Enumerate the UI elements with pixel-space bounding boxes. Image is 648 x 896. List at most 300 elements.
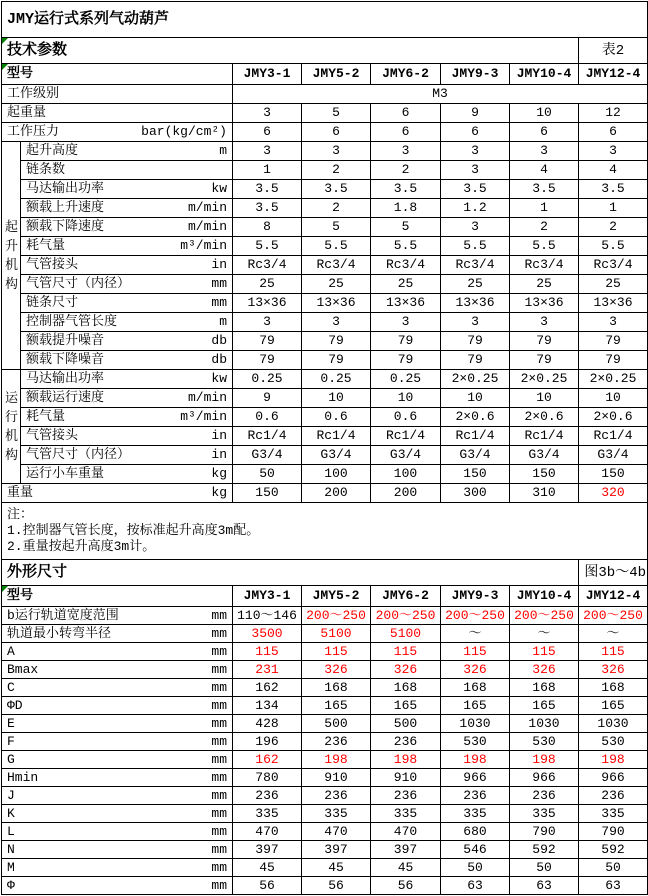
- value-cell: 592: [579, 841, 648, 859]
- table-row: [2, 389, 648, 408]
- value-cell: 79: [233, 332, 302, 351]
- value-cell: 6: [441, 123, 510, 142]
- value-cell: 3.5: [441, 180, 510, 199]
- value-cell: 3: [371, 142, 441, 161]
- value-cell: 198: [510, 751, 579, 769]
- model-row-label: [2, 64, 233, 85]
- unit-label: m³/min: [180, 409, 227, 424]
- value-cell: 335: [233, 805, 302, 823]
- value-cell: 150: [441, 465, 510, 484]
- value-cell: 50: [441, 859, 510, 877]
- table-row: [2, 643, 648, 661]
- value-cell: 168: [302, 679, 371, 697]
- unit-label: m: [219, 143, 227, 158]
- row-label-cell: [2, 877, 233, 895]
- row-label: F: [7, 733, 15, 749]
- value-cell: 3: [233, 313, 302, 332]
- table-row: [2, 751, 648, 769]
- value-cell: 150: [510, 465, 579, 484]
- row-label-cell: [2, 661, 233, 679]
- value-cell: 3: [510, 142, 579, 161]
- value-cell: 4: [579, 161, 648, 180]
- value-cell: 335: [579, 805, 648, 823]
- value-cell: 79: [371, 351, 441, 370]
- unit-label: in: [211, 447, 227, 462]
- table-row: [2, 823, 648, 841]
- unit-label: mm: [211, 607, 227, 623]
- row-label-cell: [21, 294, 233, 313]
- table-row: [2, 370, 648, 389]
- row-label-cell: [21, 237, 233, 256]
- unit-label: mm: [211, 715, 227, 731]
- unit-label: m: [219, 314, 227, 329]
- row-label-cell: [2, 123, 233, 142]
- row-label-cell: [2, 841, 233, 859]
- unit-label: m/min: [187, 200, 227, 215]
- value-cell: 335: [441, 805, 510, 823]
- value-cell: 2×0.6: [510, 408, 579, 427]
- value-cell: 2: [579, 218, 648, 237]
- value-cell: 3: [371, 313, 441, 332]
- row-label-cell: [21, 465, 233, 484]
- value-cell: 200: [371, 484, 441, 503]
- row-label: 额载下降噪音: [26, 352, 105, 367]
- table-row: [2, 769, 648, 787]
- value-cell: 5100: [371, 625, 441, 643]
- table-row: [2, 408, 648, 427]
- value-cell: 966: [441, 769, 510, 787]
- table-row: [2, 661, 648, 679]
- value-cell: 2: [302, 161, 371, 180]
- row-label: 工作压力: [7, 124, 60, 139]
- unit-label: m/min: [187, 390, 227, 405]
- row-label: 马达输出功率: [26, 181, 105, 196]
- value-cell: 236: [302, 787, 371, 805]
- value-cell: 2×0.6: [579, 408, 648, 427]
- unit-label: mm: [211, 787, 227, 803]
- row-label-cell: [21, 370, 233, 389]
- note-line: 2.重量按起升高度3m计。: [7, 539, 156, 554]
- value-cell: 25: [579, 275, 648, 294]
- group-label: 运行机构: [2, 370, 21, 484]
- value-cell: 79: [371, 332, 441, 351]
- unit-label: in: [211, 428, 227, 443]
- value-cell: 910: [302, 769, 371, 787]
- unit-label: kg: [211, 466, 227, 481]
- row-label-cell: [2, 607, 233, 625]
- row-label: E: [7, 715, 15, 731]
- row-label-cell: [21, 180, 233, 199]
- row-label: 气管尺寸（内径）: [26, 276, 131, 291]
- value-cell: 56: [233, 877, 302, 895]
- value-cell: 6: [510, 123, 579, 142]
- row-label: 重量: [7, 485, 34, 500]
- value-cell: 45: [371, 859, 441, 877]
- value-cell: 2: [302, 199, 371, 218]
- value-cell: 150: [233, 484, 302, 503]
- value-cell: 10: [371, 389, 441, 408]
- value-cell: 0.25: [371, 370, 441, 389]
- table-row: [2, 715, 648, 733]
- unit-label: bar(kg/cm²): [141, 124, 227, 139]
- value-cell: 10: [579, 389, 648, 408]
- value-cell: Rc1/4: [441, 427, 510, 446]
- table-row: [2, 859, 648, 877]
- row-label: N: [7, 841, 15, 857]
- model-header-cell: JMY12-4: [579, 586, 648, 607]
- value-cell: 0.25: [302, 370, 371, 389]
- note-line: 注：: [7, 507, 34, 522]
- value-cell: 13×36: [579, 294, 648, 313]
- table-row: [2, 199, 648, 218]
- model-row-label: [2, 586, 233, 607]
- work-grade-label: 工作级别: [2, 85, 233, 104]
- group-label: 起升机构: [2, 142, 21, 370]
- model-header-cell: JMY6-2: [371, 586, 441, 607]
- unit-label: db: [211, 333, 227, 348]
- value-cell: 326: [371, 661, 441, 679]
- unit-label: mm: [211, 679, 227, 695]
- value-cell: Rc1/4: [233, 427, 302, 446]
- row-label-cell: [2, 715, 233, 733]
- value-cell: 115: [233, 643, 302, 661]
- unit-label: in: [211, 257, 227, 272]
- value-cell: 162: [233, 679, 302, 697]
- unit-label: mm: [211, 877, 227, 893]
- value-cell: 1: [579, 199, 648, 218]
- value-cell: Rc3/4: [302, 256, 371, 275]
- model-header-cell: JMY5-2: [302, 586, 371, 607]
- row-label: Φ: [7, 877, 15, 893]
- unit-label: mm: [211, 859, 227, 875]
- value-cell: 196: [233, 733, 302, 751]
- value-cell: 10: [441, 389, 510, 408]
- row-label-cell: [2, 104, 233, 123]
- value-cell: 134: [233, 697, 302, 715]
- value-cell: 13×36: [441, 294, 510, 313]
- value-cell: 150: [579, 465, 648, 484]
- row-label-cell: [21, 427, 233, 446]
- value-cell: 79: [441, 332, 510, 351]
- value-cell: 165: [371, 697, 441, 715]
- value-cell: 3.5: [233, 180, 302, 199]
- row-label-cell: [21, 256, 233, 275]
- row-label-cell: [2, 625, 233, 643]
- value-cell: 6: [579, 123, 648, 142]
- row-label-cell: [2, 859, 233, 877]
- value-cell: Rc3/4: [233, 256, 302, 275]
- table-row: [2, 877, 648, 895]
- unit-label: kw: [211, 371, 227, 386]
- model-row-label-text: 型号: [7, 588, 34, 603]
- row-label-cell: [21, 218, 233, 237]
- spec-sheet: [1, 1, 647, 895]
- row-label: 运行小车重量: [26, 466, 105, 481]
- value-cell: 162: [233, 751, 302, 769]
- value-cell: 300: [441, 484, 510, 503]
- value-cell: 5.5: [579, 237, 648, 256]
- value-cell: Rc3/4: [441, 256, 510, 275]
- value-cell: 397: [302, 841, 371, 859]
- value-cell: 1030: [441, 715, 510, 733]
- table-row: [2, 161, 648, 180]
- table-row: [2, 625, 648, 643]
- value-cell: 45: [302, 859, 371, 877]
- table-row: [2, 123, 648, 142]
- value-cell: 780: [233, 769, 302, 787]
- table-row: [2, 697, 648, 715]
- row-label: b运行轨道宽度范围: [7, 607, 119, 623]
- value-cell: 25: [510, 275, 579, 294]
- value-cell: 2: [510, 218, 579, 237]
- value-cell: 115: [510, 643, 579, 661]
- row-label: 起升高度: [26, 143, 79, 158]
- value-cell: G3/4: [302, 446, 371, 465]
- value-cell: 6: [371, 104, 441, 123]
- value-cell: 0.6: [302, 408, 371, 427]
- table-row: [2, 607, 648, 625]
- row-label-cell: [21, 389, 233, 408]
- value-cell: 168: [510, 679, 579, 697]
- value-cell: 3: [441, 142, 510, 161]
- section-title-tech-label: 技术参数: [7, 41, 68, 59]
- row-label: 控制器气管长度: [26, 314, 118, 329]
- unit-label: m/min: [187, 219, 227, 234]
- row-label: K: [7, 805, 15, 821]
- value-cell: Rc1/4: [371, 427, 441, 446]
- value-cell: 397: [371, 841, 441, 859]
- value-cell: 9: [233, 389, 302, 408]
- value-cell: 231: [233, 661, 302, 679]
- value-cell: 5.5: [302, 237, 371, 256]
- value-cell: 12: [579, 104, 648, 123]
- value-cell: 470: [233, 823, 302, 841]
- value-cell: 79: [579, 332, 648, 351]
- row-label: 链条数: [26, 162, 66, 177]
- value-cell: 198: [371, 751, 441, 769]
- row-label-cell: [2, 823, 233, 841]
- value-cell: 25: [371, 275, 441, 294]
- value-cell: 6: [233, 123, 302, 142]
- value-cell: 5.5: [233, 237, 302, 256]
- value-cell: 25: [302, 275, 371, 294]
- value-cell: 165: [510, 697, 579, 715]
- row-label: A: [7, 643, 15, 659]
- value-cell: 0.6: [371, 408, 441, 427]
- table-row: [2, 275, 648, 294]
- value-cell: 1: [233, 161, 302, 180]
- notes-cell: [2, 503, 648, 560]
- value-cell: 2×0.25: [510, 370, 579, 389]
- section-title-dims: [2, 560, 579, 586]
- value-cell: 198: [579, 751, 648, 769]
- value-cell: 1030: [510, 715, 579, 733]
- section-title-tech: [2, 38, 579, 64]
- value-cell: 63: [579, 877, 648, 895]
- row-label: G: [7, 751, 15, 767]
- value-cell: 63: [441, 877, 510, 895]
- value-cell: 546: [441, 841, 510, 859]
- row-label-cell: [2, 787, 233, 805]
- unit-label: mm: [211, 661, 227, 677]
- table-row: [2, 313, 648, 332]
- value-cell: G3/4: [371, 446, 441, 465]
- model-header-cell: JMY12-4: [579, 64, 648, 85]
- value-cell: Rc1/4: [579, 427, 648, 446]
- value-cell: 397: [233, 841, 302, 859]
- value-cell: 1: [510, 199, 579, 218]
- row-label: 耗气量: [26, 238, 66, 253]
- row-label-cell: [21, 351, 233, 370]
- value-cell: 5.5: [371, 237, 441, 256]
- value-cell: 326: [579, 661, 648, 679]
- value-cell: 165: [441, 697, 510, 715]
- row-label-cell: [2, 751, 233, 769]
- value-cell: 2×0.25: [579, 370, 648, 389]
- table-ref-label: 表2: [579, 38, 648, 64]
- value-cell: ～: [510, 625, 579, 643]
- value-cell: G3/4: [510, 446, 579, 465]
- value-cell: 1.2: [441, 199, 510, 218]
- value-cell: 326: [510, 661, 579, 679]
- value-cell: 326: [441, 661, 510, 679]
- value-cell: 500: [302, 715, 371, 733]
- value-cell: 25: [441, 275, 510, 294]
- value-cell: 966: [579, 769, 648, 787]
- value-cell: Rc3/4: [371, 256, 441, 275]
- value-cell: 10: [510, 104, 579, 123]
- value-cell: 198: [302, 751, 371, 769]
- value-cell: 5.5: [510, 237, 579, 256]
- unit-label: mm: [211, 625, 227, 641]
- table-row: [2, 484, 648, 503]
- row-label: 额载下降速度: [26, 219, 105, 234]
- model-header-cell: JMY9-3: [441, 586, 510, 607]
- value-cell: 198: [441, 751, 510, 769]
- value-cell: 100: [371, 465, 441, 484]
- value-cell: 326: [302, 661, 371, 679]
- value-cell: 3.5: [233, 199, 302, 218]
- model-header-cell: JMY9-3: [441, 64, 510, 85]
- value-cell: 3: [441, 313, 510, 332]
- value-cell: 79: [233, 351, 302, 370]
- unit-label: mm: [211, 295, 227, 310]
- unit-label: mm: [211, 841, 227, 857]
- value-cell: 680: [441, 823, 510, 841]
- table-row: [2, 679, 648, 697]
- value-cell: G3/4: [579, 446, 648, 465]
- value-cell: 115: [579, 643, 648, 661]
- value-cell: 168: [579, 679, 648, 697]
- value-cell: 966: [510, 769, 579, 787]
- value-cell: 2: [371, 161, 441, 180]
- table-row: [2, 180, 648, 199]
- value-cell: 470: [302, 823, 371, 841]
- value-cell: 3: [579, 313, 648, 332]
- row-label-cell: [21, 142, 233, 161]
- table-row: [2, 446, 648, 465]
- value-cell: G3/4: [441, 446, 510, 465]
- value-cell: 25: [233, 275, 302, 294]
- value-cell: 5: [302, 104, 371, 123]
- value-cell: 335: [302, 805, 371, 823]
- value-cell: 79: [441, 351, 510, 370]
- value-cell: ～: [441, 625, 510, 643]
- value-cell: 2×0.25: [441, 370, 510, 389]
- value-cell: 8: [233, 218, 302, 237]
- row-label: 气管尺寸（内径）: [26, 447, 131, 462]
- value-cell: 3: [302, 313, 371, 332]
- row-label-cell: [21, 199, 233, 218]
- value-cell: 3.5: [371, 180, 441, 199]
- value-cell: ～: [579, 625, 648, 643]
- value-cell: 3.5: [579, 180, 648, 199]
- unit-label: mm: [211, 733, 227, 749]
- value-cell: 2×0.6: [441, 408, 510, 427]
- row-label: Bmax: [7, 661, 39, 677]
- table-row: [2, 104, 648, 123]
- table-row: [2, 787, 648, 805]
- model-header-cell: JMY3-1: [233, 586, 302, 607]
- value-cell: 0.25: [233, 370, 302, 389]
- value-cell: 470: [371, 823, 441, 841]
- value-cell: 100: [302, 465, 371, 484]
- value-cell: 5: [371, 218, 441, 237]
- row-label-cell: [21, 161, 233, 180]
- value-cell: 3: [441, 161, 510, 180]
- table-row: [2, 218, 648, 237]
- value-cell: 1030: [579, 715, 648, 733]
- row-label: L: [7, 823, 15, 839]
- unit-label: mm: [211, 697, 227, 713]
- value-cell: 200: [302, 484, 371, 503]
- value-cell: 79: [302, 351, 371, 370]
- value-cell: 3: [233, 142, 302, 161]
- value-cell: 3.5: [510, 180, 579, 199]
- value-cell: 9: [441, 104, 510, 123]
- value-cell: 110～146: [233, 607, 302, 625]
- unit-label: kw: [211, 181, 227, 196]
- row-label-cell: [21, 313, 233, 332]
- model-header-cell: JMY10-4: [510, 586, 579, 607]
- value-cell: 165: [302, 697, 371, 715]
- table-row: [2, 351, 648, 370]
- row-label: 额载上升速度: [26, 200, 105, 215]
- value-cell: 592: [510, 841, 579, 859]
- table-row: [2, 142, 648, 161]
- unit-label: mm: [211, 823, 227, 839]
- table-row: [2, 256, 648, 275]
- value-cell: 13×36: [371, 294, 441, 313]
- value-cell: Rc3/4: [579, 256, 648, 275]
- unit-label: db: [211, 352, 227, 367]
- value-cell: 50: [579, 859, 648, 877]
- row-label: 轨道最小转弯半径: [7, 625, 112, 641]
- value-cell: 79: [302, 332, 371, 351]
- table-row: [2, 332, 648, 351]
- row-label: 额载运行速度: [26, 390, 105, 405]
- value-cell: 335: [510, 805, 579, 823]
- value-cell: 79: [510, 351, 579, 370]
- model-header-cell: JMY5-2: [302, 64, 371, 85]
- value-cell: 13×36: [302, 294, 371, 313]
- row-label: 马达输出功率: [26, 371, 105, 386]
- table-row: [2, 237, 648, 256]
- value-cell: 3: [302, 142, 371, 161]
- value-cell: 10: [302, 389, 371, 408]
- value-cell: 236: [441, 787, 510, 805]
- row-label-cell: [2, 643, 233, 661]
